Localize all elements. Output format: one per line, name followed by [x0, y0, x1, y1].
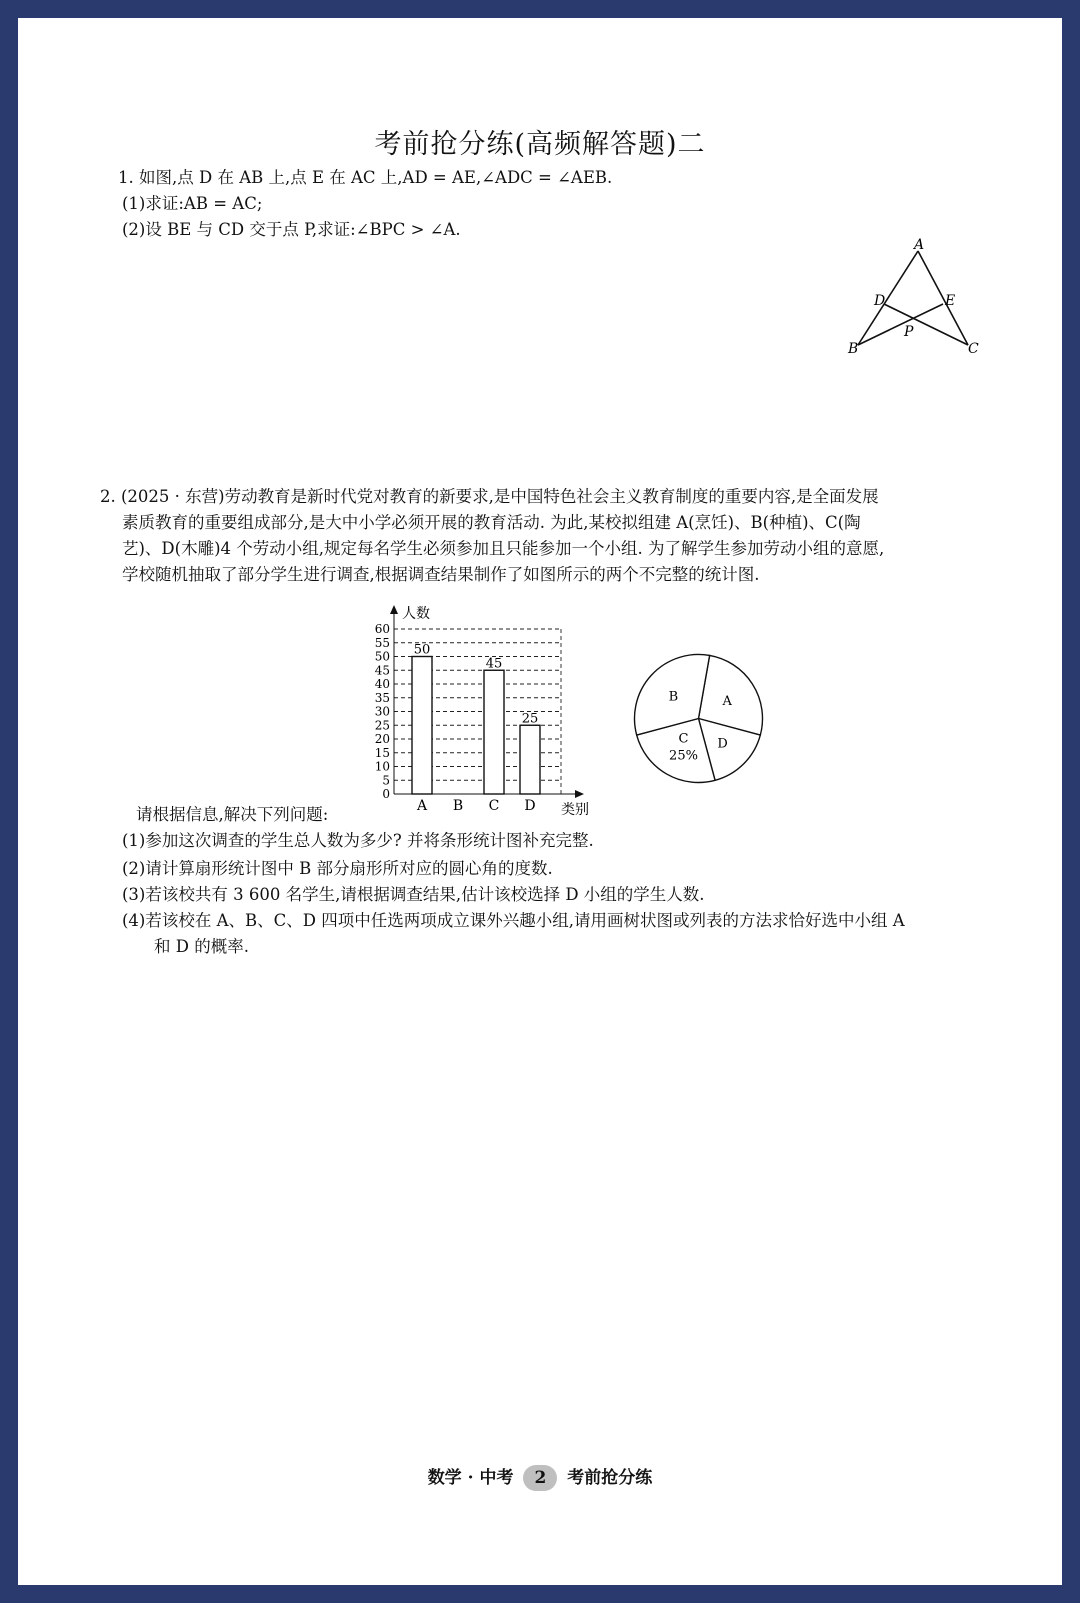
y-tick-label: 25	[374, 718, 390, 733]
y-axis-arrow	[390, 605, 398, 614]
q1-part1: (1)求证:AB = AC;	[122, 194, 263, 213]
y-tick-label: 20	[374, 732, 390, 746]
pie-chart	[626, 646, 771, 791]
q2-line4: 学校随机抽取了部分学生进行调查,根据调查结果制作了如图所示的两个不完整的统计图.	[122, 565, 760, 584]
q2-sub3: (3)若该校共有 3 600 名学生,请根据调查结果,估计该校选择 D 小组的学生人数.	[122, 885, 705, 904]
side-ac	[918, 251, 968, 345]
footer-series: 考前抢分练	[567, 1468, 653, 1488]
q2-sub1: (1)参加这次调查的学生总人数为多少? 并将条形统计图补充完整.	[122, 831, 594, 850]
y-tick-label: 0	[382, 787, 390, 801]
q2-sub2: (2)请计算扇形统计图中 B 部分扇形所对应的圆心角的度数.	[122, 859, 553, 878]
x-axis-label: 类别	[561, 802, 589, 818]
q2-prompt: 请根据信息,解决下列问题:	[136, 805, 329, 824]
pie-label-B: B	[668, 689, 679, 705]
y-tick-label: 40	[374, 677, 390, 691]
x-axis-arrow	[575, 790, 584, 798]
footer-subject: 数学 · 中考	[427, 1468, 514, 1488]
pie-label-D: D	[717, 736, 728, 752]
label-e: E	[945, 293, 956, 309]
q1-stem: 1. 如图,点 D 在 AB 上,点 E 在 AC 上,AD = AE,∠ADC = ∠AEB.	[118, 168, 613, 187]
x-tick-label: B	[452, 798, 464, 814]
y-tick-label: 10	[374, 759, 390, 774]
q2-line3: 艺)、D(木雕)4 个劳动小组,规定每名学生必须参加且只能参加一个小组. 为了解学生参加劳动小组的意愿,	[122, 539, 885, 558]
q1-part2: (2)设 BE 与 CD 交于点 P,求证:∠BPC > ∠A.	[122, 220, 461, 239]
bar-A	[412, 657, 432, 795]
pie-label-A: A	[722, 694, 732, 710]
segment-dc	[884, 304, 968, 345]
label-p: P	[904, 324, 914, 340]
page	[18, 18, 1062, 1585]
page-number-badge: 2	[523, 1465, 557, 1491]
label-b: B	[848, 341, 859, 357]
q2-sub4b: 和 D 的概率.	[154, 937, 249, 956]
q2-sub4a: (4)若该校在 A、B、C、D 四项中任选两项成立课外兴趣小组,请用画树状图或列表的方法求恰好选中小组 A	[122, 911, 905, 930]
y-tick-label: 5	[382, 773, 390, 788]
bar-D	[520, 725, 540, 794]
y-tick-label: 55	[374, 635, 390, 650]
x-tick-label: C	[488, 798, 500, 814]
label-d: D	[874, 293, 886, 309]
y-tick-label: 15	[374, 745, 390, 760]
y-axis-label: 人数	[402, 606, 430, 622]
y-tick-label: 30	[374, 704, 390, 719]
x-tick-label: D	[524, 798, 536, 814]
label-c: C	[968, 341, 979, 357]
bar-value-label: 50	[413, 642, 431, 658]
bar-value-label: 45	[485, 656, 503, 672]
y-tick-label: 60	[374, 622, 390, 636]
bar-C	[484, 670, 504, 794]
page-title: 考前抢分练(高频解答题)二	[374, 129, 706, 160]
bar-chart	[356, 602, 606, 827]
pie-percent-label: 25%	[669, 748, 698, 764]
bar-value-label: 25	[521, 711, 539, 727]
label-a: A	[914, 237, 925, 253]
x-tick-label: A	[416, 798, 428, 814]
page-footer	[18, 1463, 1062, 1491]
triangle-figure	[838, 233, 998, 363]
y-tick-label: 50	[374, 649, 390, 664]
pie-label-C: C	[678, 731, 689, 747]
q2-line1: 2. (2025 · 东营)劳动教育是新时代党对教育的新要求,是中国特色社会主义教育制度的重要内容,是全面发展	[100, 487, 879, 506]
q2-line2: 素质教育的重要组成部分,是大中小学必须开展的教育活动. 为此,某校拟组建 A(烹饪)、B(种植)、C(陶	[122, 513, 861, 532]
y-tick-label: 35	[374, 690, 390, 705]
y-tick-label: 45	[374, 663, 390, 678]
